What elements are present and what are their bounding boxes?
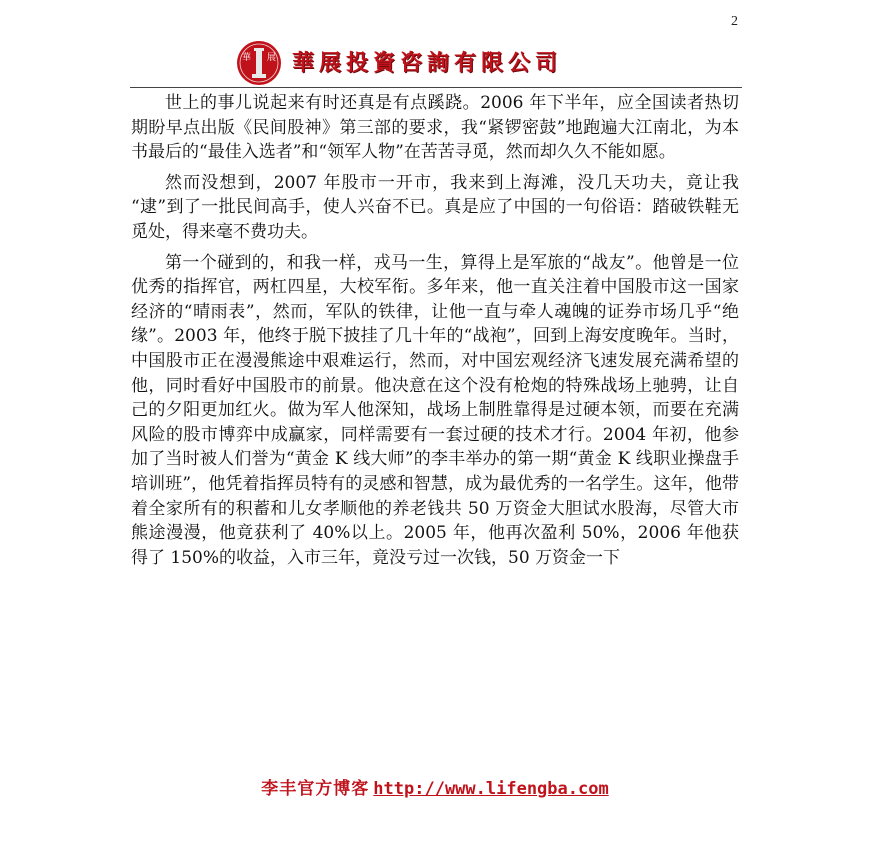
page-number: 2 bbox=[731, 14, 738, 29]
paragraph-3: 第一个碰到的，和我一样，戎马一生，算得上是军旅的“战友”。他曾是一位优秀的指挥官，两杠四星，大校军衔。多年来，他一直关注着中国股市这一国家经济的“晴雨表”，然而，军队的铁律，让他一直与牵人魂魄的证券市场几乎“绝缘”。2003 年，他终于脱下披挂了几十年的“战袍”，回到上海安度晚年。当时，中国股市正在漫漫熊途中艰难运行，然而，对中国宏观经济飞速发展充满希望的他，同时看好中国股市的前景。他决意在这个没有枪炮的特殊战场上驰骋，让自己的夕阳更加红火。做为军人他深知，战场上制胜靠得是过硬本领，而要在充满风险的股市博弈中成赢家，同样需要有一套过硬的技术才行。2004 年初，他参加了当时被人们誉为“黄金 K 线大师”的李丰举办的第一期“黄金 K 线职业操盘手培训班”，他凭着指挥员特有的灵感和智慧，成为最优秀的一名学生。这年，他带着全家所有的积蓄和儿女孝顺他的养老钱共 50 万资金大胆试水股海，尽管大市熊途漫漫，他竟获利了 40%以上。2005 年，他再次盈利 50%，2006 年他获得了 150%的收益，入市三年，竟没亏过一次钱，50 万资金一下 bbox=[131, 252, 739, 568]
paragraph-2: 然而没想到，2007 年股市一开市，我来到上海滩，没几天功夫，竟让我 “逮”到了一批民间高手，使人兴奋不已。真是应了中国的一句俗语：踏破铁鞋无觅处，得来毫不费功夫。 bbox=[131, 172, 739, 242]
blog-url-link[interactable]: http://www.lifengba.com bbox=[373, 779, 609, 799]
document-body bbox=[131, 91, 739, 576]
svg-text:展: 展 bbox=[267, 53, 277, 63]
page-footer bbox=[0, 774, 870, 799]
blog-label: 李丰官方博客 bbox=[261, 779, 370, 799]
header-divider bbox=[130, 87, 742, 88]
svg-text:華: 華 bbox=[242, 53, 252, 63]
company-seal-logo-icon bbox=[236, 40, 282, 86]
paragraph-1: 世上的事儿说起来有时还真是有点蹊跷。2006 年下半年，应全国读者热切期盼早点出版《民间股神》第三部的要求，我“紧锣密鼓”地跑遍大江南北，为本书最后的“最佳入选者”和“领军人物”在苦苦寻觅，然而却久久不能如愿。 bbox=[131, 93, 739, 163]
page-header bbox=[226, 36, 746, 88]
company-name: 華展投資咨詢有限公司 bbox=[292, 50, 563, 76]
